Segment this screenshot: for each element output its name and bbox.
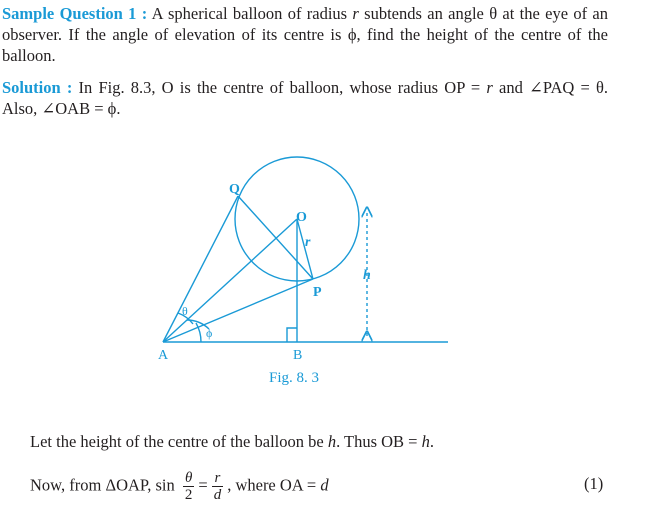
label-O: O — [296, 210, 307, 225]
fraction-r-over-d — [212, 470, 224, 503]
equals-sign: = — [198, 475, 208, 495]
line1-h-var: h — [327, 432, 337, 451]
label-P: P — [313, 285, 322, 300]
frac1-denominator: 2 — [184, 487, 193, 503]
label-phi: ϕ — [206, 326, 213, 340]
frac2-denominator: d — [213, 487, 222, 503]
label-h: h — [363, 268, 371, 283]
line2-d-var: d — [320, 475, 329, 495]
fraction-theta-over-2 — [183, 470, 195, 503]
line2-text-a: Now, from ΔOAP, sin — [30, 475, 179, 495]
label-r: r — [305, 235, 311, 250]
label-B: B — [293, 348, 303, 363]
question-text-a: A spherical balloon of radius — [147, 4, 353, 23]
figure-caption: Fig. 8. 3 — [269, 370, 320, 386]
line1-text-b: . Thus OB = — [336, 432, 422, 451]
solution-text-b: and ∠PAQ = θ. Also, ∠OAB = ϕ. — [2, 78, 608, 118]
solution-text-a: In Fig. 8.3, O is the centre of balloon, whose radius OP = — [72, 78, 487, 97]
line1-text-c: . — [429, 432, 434, 451]
question-label: Sample Question 1 : — [2, 4, 148, 23]
question-radius-var: r — [352, 4, 359, 23]
label-Q: Q — [229, 182, 240, 197]
solution-label: Solution : — [2, 78, 73, 97]
line-AO — [163, 219, 297, 342]
frac2-numerator: r — [212, 470, 224, 487]
line-AQ — [163, 196, 238, 342]
height-statement — [30, 432, 434, 452]
right-angle-mark — [287, 328, 297, 342]
equation-line — [30, 470, 329, 503]
question-text-b: subtends an angle θ at the eye of an observer. If the angle of elevation of its centre is ϕ, find the height of the centre of the balloon. — [2, 4, 609, 65]
label-theta: θ — [182, 304, 188, 318]
label-A: A — [158, 348, 169, 363]
frac1-numerator: θ — [183, 470, 195, 487]
equation-number: (1) — [584, 474, 604, 493]
solution-radius-var: r — [486, 78, 493, 97]
line1-text-a: Let the height of the centre of the balloon be — [30, 432, 328, 451]
line1-h-var-2: h — [421, 432, 430, 451]
line2-text-b: , where OA = — [227, 475, 321, 495]
